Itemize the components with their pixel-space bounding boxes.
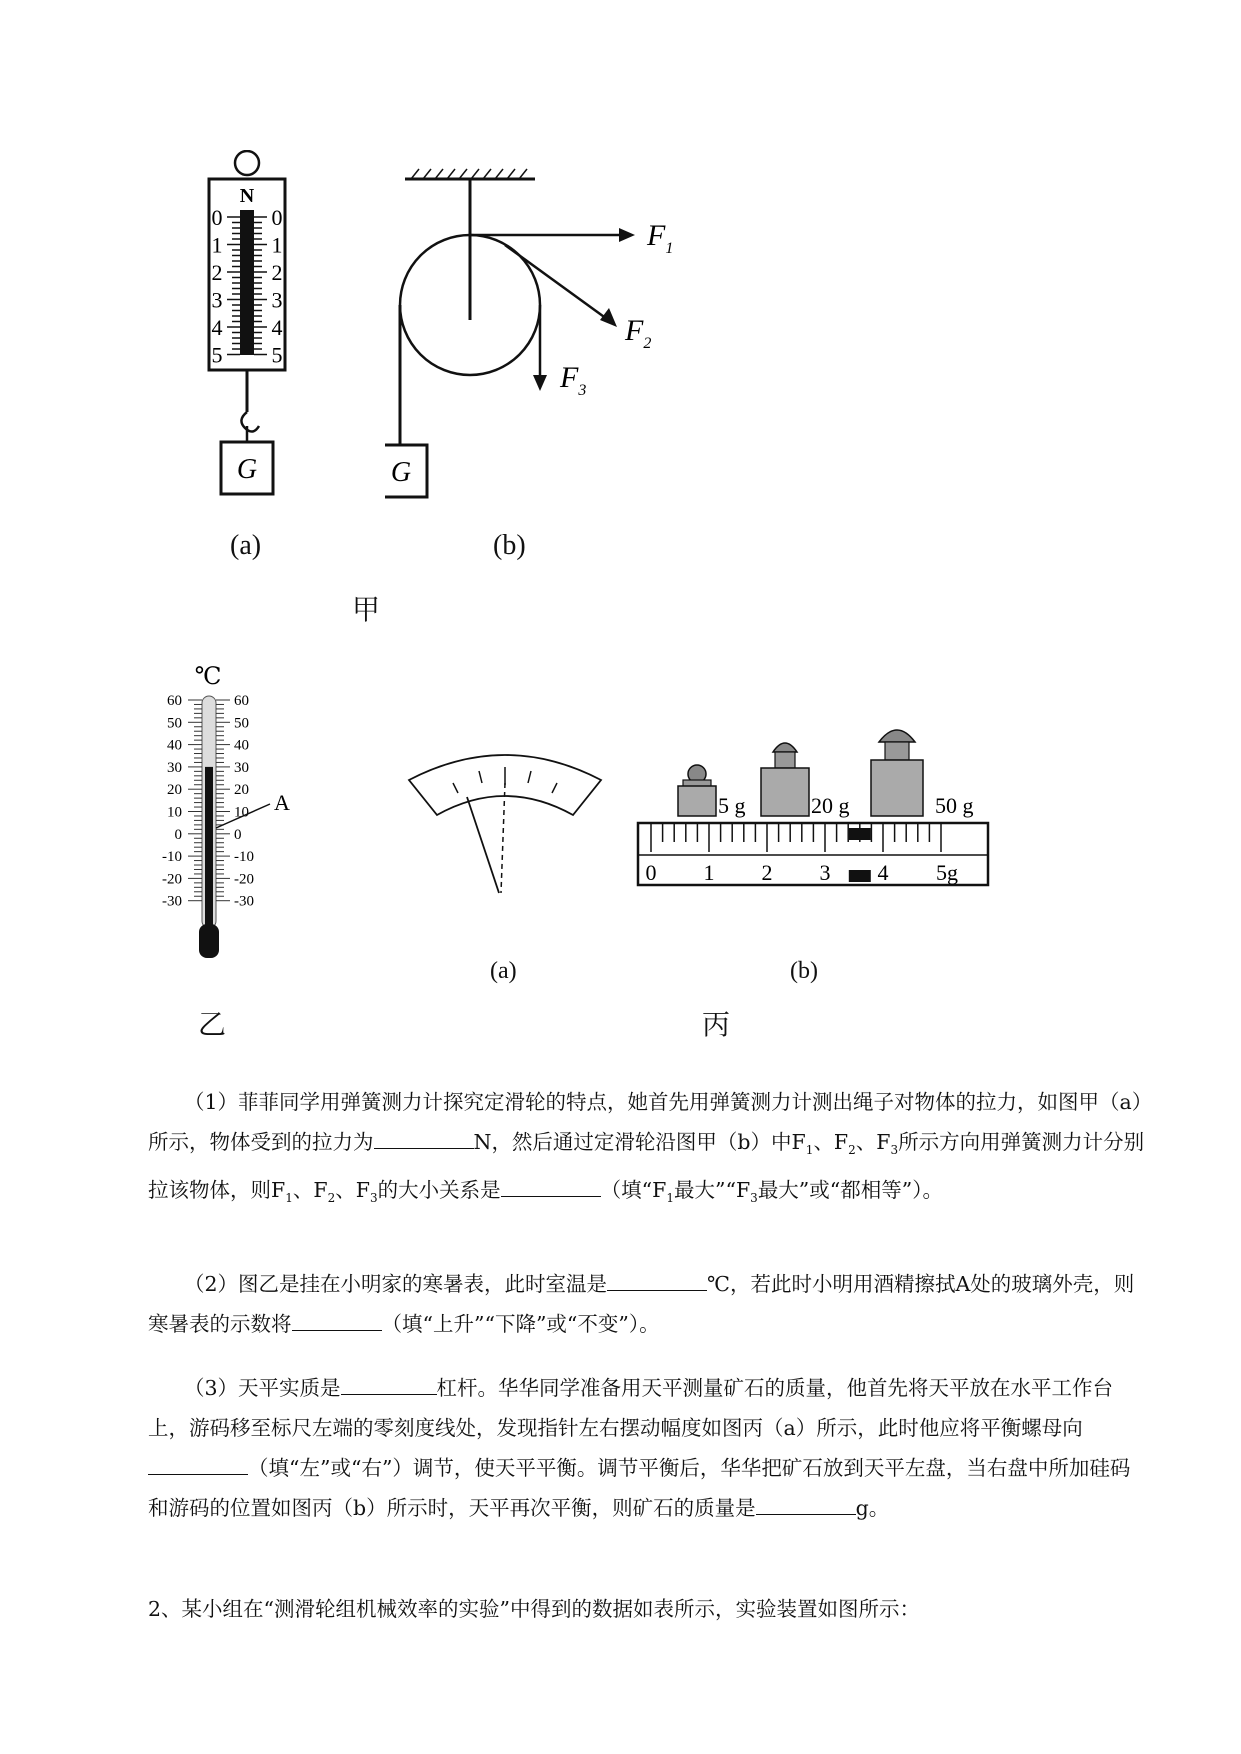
spring-scale-label-right: 1 — [271, 232, 283, 258]
answer-blank-q1-force[interactable] — [374, 1126, 474, 1149]
thermometer-label-right: -30 — [234, 893, 254, 910]
rider-scale-label: 3 — [819, 860, 831, 885]
weight-g-label-b: G — [390, 457, 412, 488]
thermometer-label-right: -10 — [234, 849, 254, 866]
answer-blank-q2-change[interactable] — [292, 1308, 382, 1331]
spring-scale-label-left: 1 — [211, 232, 223, 258]
thermometer-label-right: 30 — [234, 759, 249, 776]
thermometer-label-right: 20 — [234, 782, 249, 799]
rider-scale-label: 5g — [936, 860, 958, 885]
spring-scale-label-left: 0 — [211, 205, 223, 230]
svg-text:F2 — [624, 314, 651, 352]
thermometer-label-left: 60 — [167, 693, 182, 709]
svg-text:F1 — [646, 219, 673, 257]
weights-and-scale-figure — [635, 720, 995, 890]
thermometer-label-right: 60 — [234, 693, 249, 709]
question-1: （1）菲菲同学用弹簧测力计探究定滑轮的特点，她首先用弹簧测力计测出绳子对物体的拉力，如图甲（a）所示，物体受到的拉力为 N，然后通过定滑轮沿图甲（b）中$F_1$、$F_2$、$F_3$所示方向用弹簧测力计分别拉该物体，则$F_1$、$F_2$、$F_3$的大小关系是 （填“$F_1$最大$”“F_3$最大”或“都相等”）。 — [148, 1090, 1145, 1206]
answer-blank-q1-relation[interactable] — [501, 1174, 601, 1197]
weight-20g-label: 20 g — [811, 793, 850, 818]
thermometer-label-left: -10 — [162, 849, 182, 866]
force-f1-sub: 1 — [665, 240, 674, 257]
thermometer-unit: ℃ — [194, 664, 222, 690]
rider-scale-label: 1 — [703, 860, 715, 885]
thermometer-label-right: 40 — [234, 737, 249, 754]
force-f1-label: F — [647, 219, 666, 252]
spring-scale-label-right: 5 — [271, 342, 283, 368]
answer-blank-q3-lever[interactable] — [341, 1372, 437, 1395]
spring-scale-label-left: 4 — [211, 315, 223, 340]
figure-bing-b-label: (b) — [790, 958, 818, 984]
spring-scale-figure — [195, 150, 315, 510]
figure-yi-caption: 乙 — [198, 1008, 227, 1041]
spring-scale-label-right: 4 — [271, 315, 283, 340]
spring-scale-label-right: 3 — [271, 287, 283, 313]
scale-unit: N — [239, 185, 255, 207]
thermometer-label-left: 10 — [167, 804, 182, 821]
spring-scale-label-left: 3 — [211, 287, 223, 313]
balance-pointer-figure — [405, 745, 605, 915]
weight-g-label-a: G — [236, 454, 258, 485]
force-f2-sub: 2 — [643, 335, 652, 352]
thermometer-figure — [150, 660, 310, 980]
thermometer-label-left: -30 — [162, 893, 182, 910]
force-f3-sub: 3 — [578, 382, 587, 399]
force-f3-label: F — [560, 361, 579, 394]
thermometer-label-right: 0 — [234, 826, 242, 843]
figure-bing-caption: 丙 — [702, 1008, 731, 1041]
figure-jia-a-label: (a) — [230, 530, 262, 561]
spring-scale-label-left: 5 — [211, 342, 223, 368]
spring-scale-label-left: 2 — [211, 260, 223, 285]
thermometer-label-left: 50 — [167, 715, 182, 732]
svg-text:F3 — [559, 361, 586, 399]
answer-blank-q3-mass[interactable] — [756, 1492, 856, 1515]
weight-5g-label: 5 g — [718, 793, 746, 818]
question-item-2: 2、某小组在“测滑轮组机械效率的实验”中得到的数据如表所示，实验装置如图所示： — [148, 1597, 921, 1621]
thermometer-label-left: -20 — [162, 871, 182, 888]
pulley-figure — [385, 165, 715, 515]
thermometer-label-left: 40 — [167, 737, 182, 754]
thermometer-label-right: 50 — [234, 715, 249, 732]
figure-bing-a-label: (a) — [490, 958, 517, 984]
figure-jia-caption: 甲 — [352, 593, 381, 626]
figure-jia-b-label: (b) — [493, 530, 526, 561]
question-2: （2）图乙是挂在小明家的寒暑表，此时室温是 ℃，若此时小明用酒精擦拭A处的玻璃外壳，则寒暑表的示数将 （填“上升”“下降”或“不变”）。 — [148, 1264, 1148, 1344]
spring-scale-label-right: 0 — [271, 205, 283, 230]
answer-blank-q2-temp[interactable] — [607, 1268, 707, 1291]
thermometer-label-left: 30 — [167, 759, 182, 776]
thermometer-label-right: -20 — [234, 871, 254, 888]
weight-50g-label: 50 g — [935, 793, 974, 818]
force-f2-label: F — [625, 314, 644, 347]
thermometer-label-right: 10 — [234, 804, 249, 821]
thermometer-label-left: 0 — [174, 826, 182, 843]
answer-blank-q3-direction[interactable] — [148, 1452, 248, 1475]
rider-scale-label: 0 — [645, 860, 657, 885]
rider-scale-label: 4 — [877, 860, 889, 885]
rider-scale-label: 2 — [761, 860, 773, 885]
spring-scale-label-right: 2 — [271, 260, 283, 285]
point-a-label: A — [274, 790, 290, 815]
thermometer-label-left: 20 — [167, 782, 182, 799]
question-3: （3）天平实质是 杠杆。华华同学准备用天平测量矿石的质量，他首先将天平放在水平工作台上，游码移至标尺左端的零刻度线处，发现指针左右摆动幅度如图丙（a）所示，此时他应将平衡螺母向（填“左”或“右”）调节，使天平平衡。调节平衡后，华华把矿石放到天平左盘，当右盘中所加硅码和游码的位置如图丙（b）所示时，天平再次平衡，则矿石的质量是 g。 — [148, 1368, 1148, 1528]
